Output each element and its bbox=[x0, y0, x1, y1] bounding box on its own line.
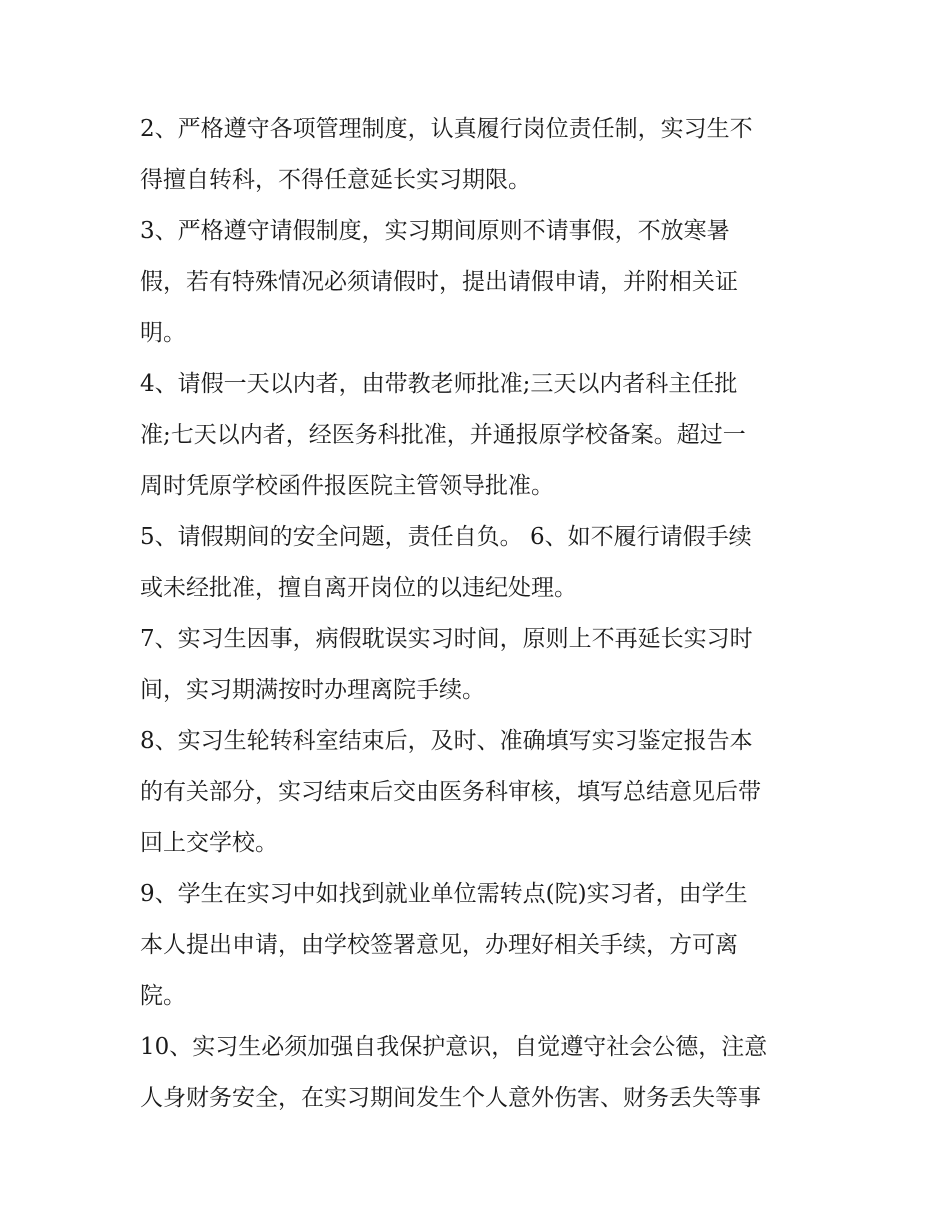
text-line: 间，实习期满按时办理离院手续。 bbox=[140, 677, 485, 703]
text-line: 或未经批准，擅自离开岗位的以违纪处理。 bbox=[140, 575, 577, 601]
text-line: 得擅自转科，不得任意延长实习期限。 bbox=[140, 167, 531, 193]
text-line: 的有关部分，实习结束后交由医务科审核，填写总结意见后带 bbox=[140, 779, 761, 805]
text-line: 4、请假一天以内者，由带教老师批准;三天以内者科主任批 bbox=[140, 371, 738, 397]
text-line: 7、实习生因事，病假耽误实习时间，原则上不再延长实习时 bbox=[140, 626, 753, 652]
text-line: 5、请假期间的安全问题，责任自负。 6、如不履行请假手续 bbox=[140, 524, 752, 550]
text-line: 8、实习生轮转科室结束后，及时、准确填写实习鉴定报告本 bbox=[140, 728, 753, 754]
text-line: 3、严格遵守请假制度，实习期间原则不请事假，不放寒暑 bbox=[140, 218, 730, 244]
text-line: 9、学生在实习中如找到就业单位需转点(院)实习者，由学生 bbox=[140, 881, 748, 907]
text-line: 2、严格遵守各项管理制度，认真履行岗位责任制，实习生不 bbox=[140, 116, 753, 142]
text-line: 院。 bbox=[140, 983, 186, 1009]
text-line: 周时凭原学校函件报医院主管领导批准。 bbox=[140, 473, 554, 499]
text-line: 假，若有特殊情况必须请假时，提出请假申请，并附相关证 bbox=[140, 269, 738, 295]
text-line: 回上交学校。 bbox=[140, 830, 278, 856]
text-line: 明。 bbox=[140, 320, 186, 346]
text-line: 人身财务安全，在实习期间发生个人意外伤害、财务丢失等事 bbox=[140, 1085, 761, 1111]
document-body bbox=[140, 104, 830, 1124]
text-line: 10、实习生必须加强自我保护意识，自觉遵守社会公德，注意 bbox=[140, 1034, 768, 1060]
text-line: 本人提出申请，由学校签署意见，办理好相关手续，方可离 bbox=[140, 932, 738, 958]
text-line: 准;七天以内者，经医务科批准，并通报原学校备案。超过一 bbox=[140, 422, 746, 448]
